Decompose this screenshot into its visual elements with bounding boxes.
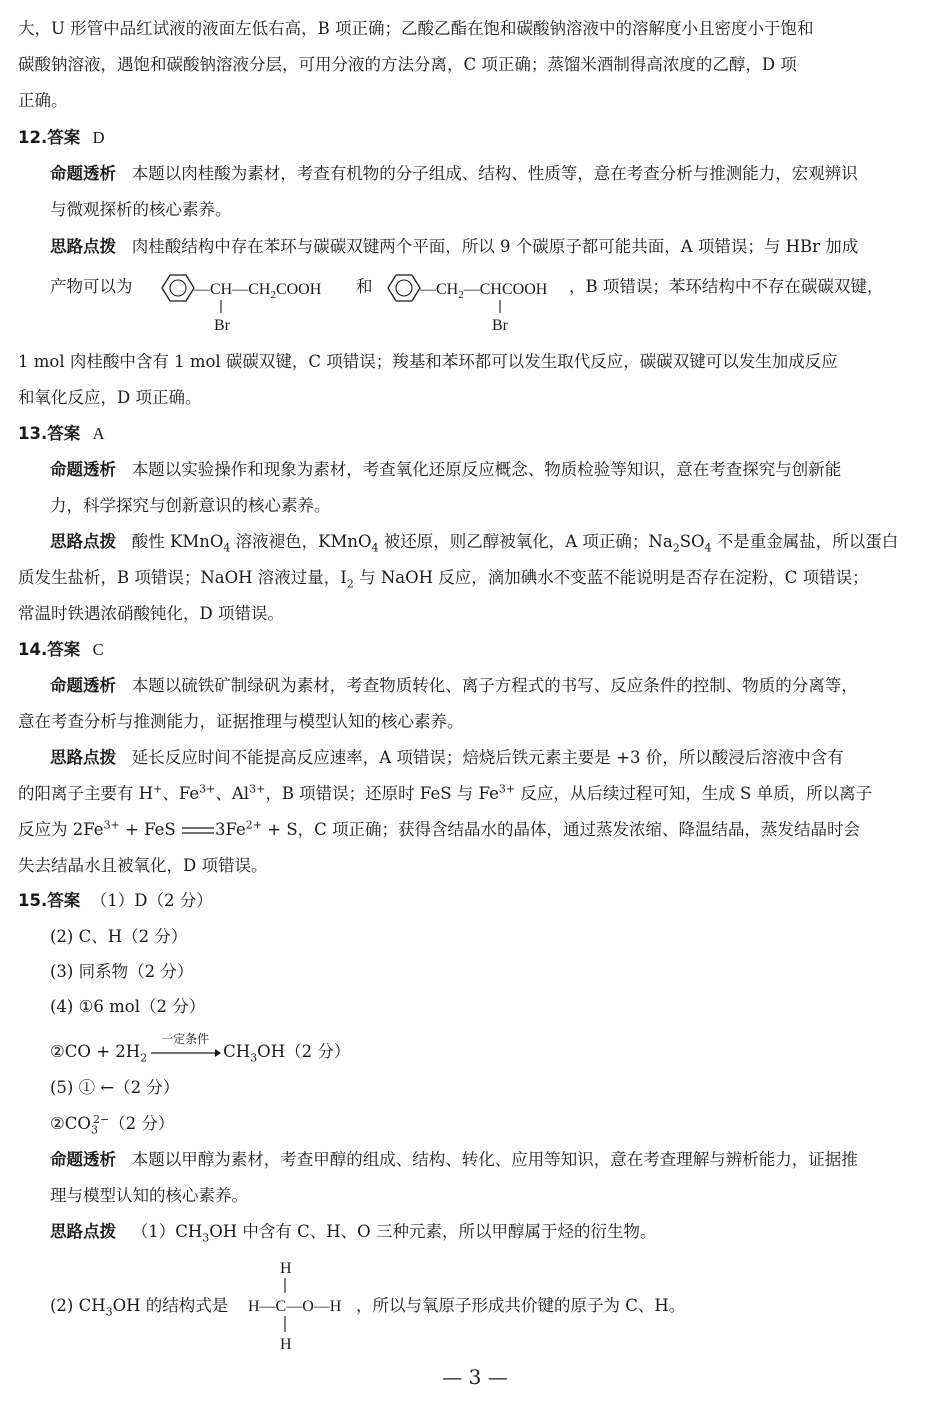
q14-hint-cont: 的阳离子主要有 H+、$Fe^{3+}$、$Al^{3+}$，B 项错误；还原时 FeS 与 $Fe^{3+}$ 反应，从后续过程可知，生成 S 单质，所以离子 xyxy=(18,782,873,803)
q12-hint-cont: 和氧化反应，D 项正确。 xyxy=(18,388,202,407)
svg-text:—CH—CH2COOH: $—CH—CH_2COOH$ xyxy=(194,281,322,301)
svg-text:Br: Br xyxy=(214,317,230,334)
q15-answer-4: (4) ①6 mol（2 分） xyxy=(50,997,206,1016)
q15-hint: 思路点拨 $(1)CH_3OH$ 中含有 C、H、O 三种元素，所以甲醇属于烃的衍生物。 xyxy=(50,1222,657,1245)
structure-svg xyxy=(158,268,368,338)
equals-sign-icon xyxy=(181,826,215,836)
q13-intent-cont: 力，科学探究与创新意识的核心素养。 xyxy=(50,496,331,515)
q15-hint-2: (2) $CH_3OH$ 的结构式是 xyxy=(50,1296,229,1319)
bromo-phenylpropanoic-acid-structure-1 xyxy=(158,268,368,342)
structure-svg xyxy=(244,1254,364,1354)
q13-intent: 命题透析 本题以实验操作和现象为素材，考查氧化还原反应概念、物质检验等知识，意在考查探究与创新能 xyxy=(50,460,842,479)
q13-hint-cont: 常温时铁遇浓硝酸钝化，D 项错误。 xyxy=(18,604,284,623)
svg-text:—CH2—CHCOOH: $—CH_2—CHCOOH$ xyxy=(420,281,548,301)
svg-text:Br: Br xyxy=(492,317,508,334)
q15-answer-5-2: $②CO_3^{2-}(2$ 分） xyxy=(50,1112,175,1137)
svg-text:H: H xyxy=(280,1260,292,1277)
q15-intent: 命题透析 本题以甲醇为素材，考查甲醇的组成、结构、转化、应用等知识，意在考查理解与辨析能力，证据推 xyxy=(50,1150,858,1169)
q12-answer-heading: 12.答案 D xyxy=(18,128,105,147)
q14-hint-cont: 失去结晶水且被氧化，D 项错误。 xyxy=(18,856,268,875)
q15-answer-4-2: ②CO + $2H_2$ 一定条件 $CH_3OH(2$ 分） xyxy=(50,1031,351,1065)
q12-intent-cont: 与微观探析的核心素养。 xyxy=(50,200,232,219)
q13-hint: 思路点拨 酸性 KMnO$_4$ 溶液褪色，KMnO$_4$ 被还原，则乙醇被氧化，A 项正确；$Na_2SO_4$ 不是重金属盐，所以蛋白 xyxy=(50,532,899,555)
and-word: 和 xyxy=(356,277,373,296)
page-number: — 3 — xyxy=(442,1365,508,1389)
text-line: 大，U 形管中品红试液的液面左低右高，B 项正确；乙酸乙酯在饱和碳酸钠溶液中的溶解度小且密度小于饱和 xyxy=(18,19,814,38)
methanol-structure xyxy=(244,1254,364,1358)
svg-text:H: H xyxy=(280,1336,292,1353)
q12-intent: 命题透析 本题以肉桂酸为素材，考查有机物的分子组成、结构、性质等，意在考查分析与推测能力，宏观辨识 xyxy=(50,164,858,183)
q14-hint-cont: 反应为 $2Fe^{3+}$ + FeS $3Fe^{2+} + S$，C 项正确；获得含结晶水的晶体，通过蒸发浓缩、降温结晶，蒸发结晶时会 xyxy=(18,818,860,839)
q12-hint: 思路点拨 肉桂酸结构中存在苯环与碳碳双键两个平面，所以 9 个碳原子都可能共面，A 项错误；与 HBr 加成 xyxy=(50,237,859,256)
svg-text:H—C—O—H: H—C—O—H xyxy=(248,1298,342,1315)
q15-hint-2-post: ，所以与氧原子形成共价键的原子为 C、H。 xyxy=(356,1296,686,1315)
q15-answer-5: (5) ① ←（2 分） xyxy=(50,1078,180,1097)
q12-hint-post: ，B 项错误；苯环结构中不存在碳碳双键， xyxy=(569,277,884,296)
text-line: 正确。 xyxy=(18,91,68,110)
q14-hint: 思路点拨 延长反应时间不能提高反应速率，A 项错误；焙烧后铁元素主要是 +3 价，所以酸浸后溶液中含有 xyxy=(50,748,844,767)
benzene-ring-icon xyxy=(388,275,420,301)
reaction-arrow: 一定条件 xyxy=(149,1042,221,1064)
benzene-ring-icon xyxy=(162,275,194,301)
q15-answer-heading: 15.答案 （1）D（2 分） xyxy=(18,891,213,910)
q14-intent: 命题透析 本题以硫铁矿制绿矾为素材，考查物质转化、离子方程式的书写、反应条件的控制、物质的分离等， xyxy=(50,676,858,695)
q13-answer-heading: 13.答案 A xyxy=(18,424,105,443)
bromo-phenylpropanoic-acid-structure-2 xyxy=(384,268,584,342)
q13-hint-cont: 质发生盐析，B 项错误；NaOH 溶液过量，$I_2$ 与 NaOH 反应，滴加碘水不变蓝不能说明是否存在淀粉，C 项错误； xyxy=(18,568,869,591)
text-line: 碳酸钠溶液，遇饱和碳酸钠溶液分层，可用分液的方法分离，C 项正确；蒸馏米酒制得高浓度的乙醇，D 项 xyxy=(18,55,797,74)
structure-svg xyxy=(384,268,584,338)
q12-hint-cont: 1 mol 肉桂酸中含有 1 mol 碳碳双键，C 项错误；羧基和苯环都可以发生取代反应，碳碳双键可以发生加成反应 xyxy=(18,352,838,371)
q12-hint-pre: 产物可以为 xyxy=(50,277,133,296)
q15-answer-3: (3) 同系物（2 分） xyxy=(50,962,194,981)
q14-answer-heading: 14.答案 C xyxy=(18,640,104,659)
q15-intent-cont: 理与模型认知的核心素养。 xyxy=(50,1186,248,1205)
q14-intent-cont: 意在考查分析与推测能力，证据推理与模型认知的核心素养。 xyxy=(18,712,464,731)
q15-answer-2: (2) C、H（2 分） xyxy=(50,927,188,946)
